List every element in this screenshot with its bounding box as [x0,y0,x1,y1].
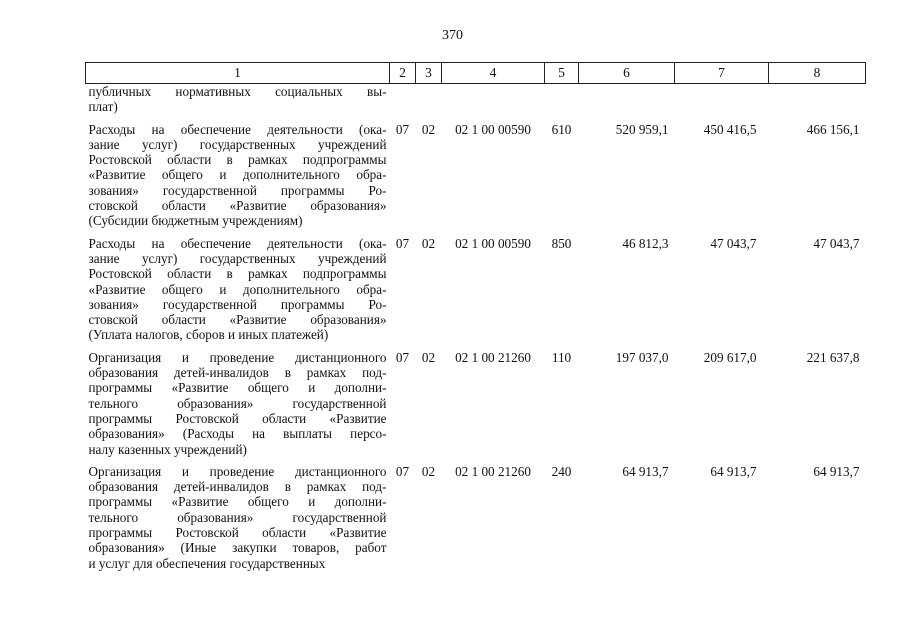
header-col-1: 1 [86,63,390,84]
description-line: и услуг для обеспечения государственных [88,555,326,571]
amount-year-2 [675,84,769,115]
table-row [86,84,866,115]
description-line: Расходы на обеспечение деятельности (ока- [88,121,387,137]
description-line: Организация и проведение дистанционного [88,463,387,479]
amount-year-2: 209 617,0 [703,349,757,365]
target-article-code: 02 1 00 00590 [455,121,531,137]
amount-year-1 [579,84,675,115]
description-line: стовской области «Развитие образования» [88,312,387,328]
description-line: «Развитие общего и дополнительного обра- [88,167,387,183]
amount-year-2: 450 416,5 [703,121,757,137]
description-line: стовской области «Развитие образования» [88,198,387,214]
amount-year-3 [769,84,866,115]
budget-table [85,62,866,571]
description-line: публичных нормативных социальных вы- [88,84,387,99]
description-line: Организация и проведение дистанционного [88,349,387,365]
expense-type-code [545,84,579,115]
amount-year-2: 47 043,7 [710,235,757,251]
section-code: 07 [395,349,410,365]
section-code: 07 [395,235,410,251]
description-line: (Субсидии бюджетным учреждениям) [88,213,303,229]
section-code [390,84,416,115]
description-line: плат) [88,99,118,115]
header-col-3: 3 [416,63,442,84]
row-description [86,229,390,343]
row-description [86,343,390,457]
description-line: тельного образования» государственной [88,509,387,525]
expense-type-code: 110 [551,349,572,365]
description-line: программы Ростовской области «Развитие [88,525,387,541]
description-line: налу казенных учреждений) [88,441,247,457]
header-col-8: 8 [769,63,866,84]
table-row [86,229,866,343]
amount-year-3: 221 637,8 [806,349,860,365]
amount-year-1: 520 959,1 [615,121,669,137]
amount-year-1: 197 037,0 [615,349,669,365]
description-line: образования детей-инвалидов в рамках под- [88,365,387,381]
description-line: Ростовской области в рамках подпрограммы [88,266,387,282]
page-number: 370 [442,28,463,43]
header-col-2: 2 [390,63,416,84]
section-code: 07 [395,121,410,137]
subsection-code: 02 [421,349,436,365]
subsection-code [416,84,442,115]
description-line: образования» (Расходы на выплаты персо- [88,426,387,442]
description-line: тельного образования» государственной [88,395,387,411]
expense-type-code: 850 [551,235,572,251]
description-line: (Уплата налогов, сборов и иных платежей) [88,327,329,343]
target-article-code [442,84,545,115]
target-article-code: 02 1 00 21260 [455,463,531,479]
table-row [86,457,866,571]
description-line: программы «Развитие общего и дополни- [88,380,387,396]
header-col-7: 7 [675,63,769,84]
description-line: программы «Развитие общего и дополни- [88,494,387,510]
amount-year-1: 64 913,7 [622,463,669,479]
expense-type-code: 610 [551,121,572,137]
amount-year-1: 46 812,3 [622,235,669,251]
table-row [86,115,866,229]
row-description [86,457,390,571]
section-code: 07 [395,463,410,479]
header-col-4: 4 [442,63,545,84]
subsection-code: 02 [421,121,436,137]
row-description [86,115,390,229]
header-col-6: 6 [579,63,675,84]
table-header [86,63,866,84]
description-line: зание услуг) государственных учреждений [88,136,387,152]
row-description [86,84,390,115]
amount-year-3: 47 043,7 [813,235,860,251]
target-article-code: 02 1 00 00590 [455,235,531,251]
subsection-code: 02 [421,235,436,251]
table-row [86,343,866,457]
description-line: образования детей-инвалидов в рамках под- [88,479,387,495]
amount-year-3: 64 913,7 [813,463,860,479]
expense-type-code: 240 [551,463,572,479]
description-line: «Развитие общего и дополнительного обра- [88,281,387,297]
description-line: программы Ростовской области «Развитие [88,410,387,426]
description-line: Ростовской области в рамках подпрограммы [88,152,387,168]
target-article-code: 02 1 00 21260 [455,349,531,365]
header-col-5: 5 [545,63,579,84]
description-line: Расходы на обеспечение деятельности (ока- [88,235,387,251]
subsection-code: 02 [421,463,436,479]
description-line: образования» (Иные закупки товаров, работ [88,540,387,556]
amount-year-2: 64 913,7 [710,463,757,479]
description-line: зования» государственной программы Ро- [88,296,387,312]
description-line: зования» государственной программы Ро- [88,182,387,198]
amount-year-3: 466 156,1 [806,121,860,137]
table-body [86,84,866,571]
description-line: зание услуг) государственных учреждений [88,250,387,266]
